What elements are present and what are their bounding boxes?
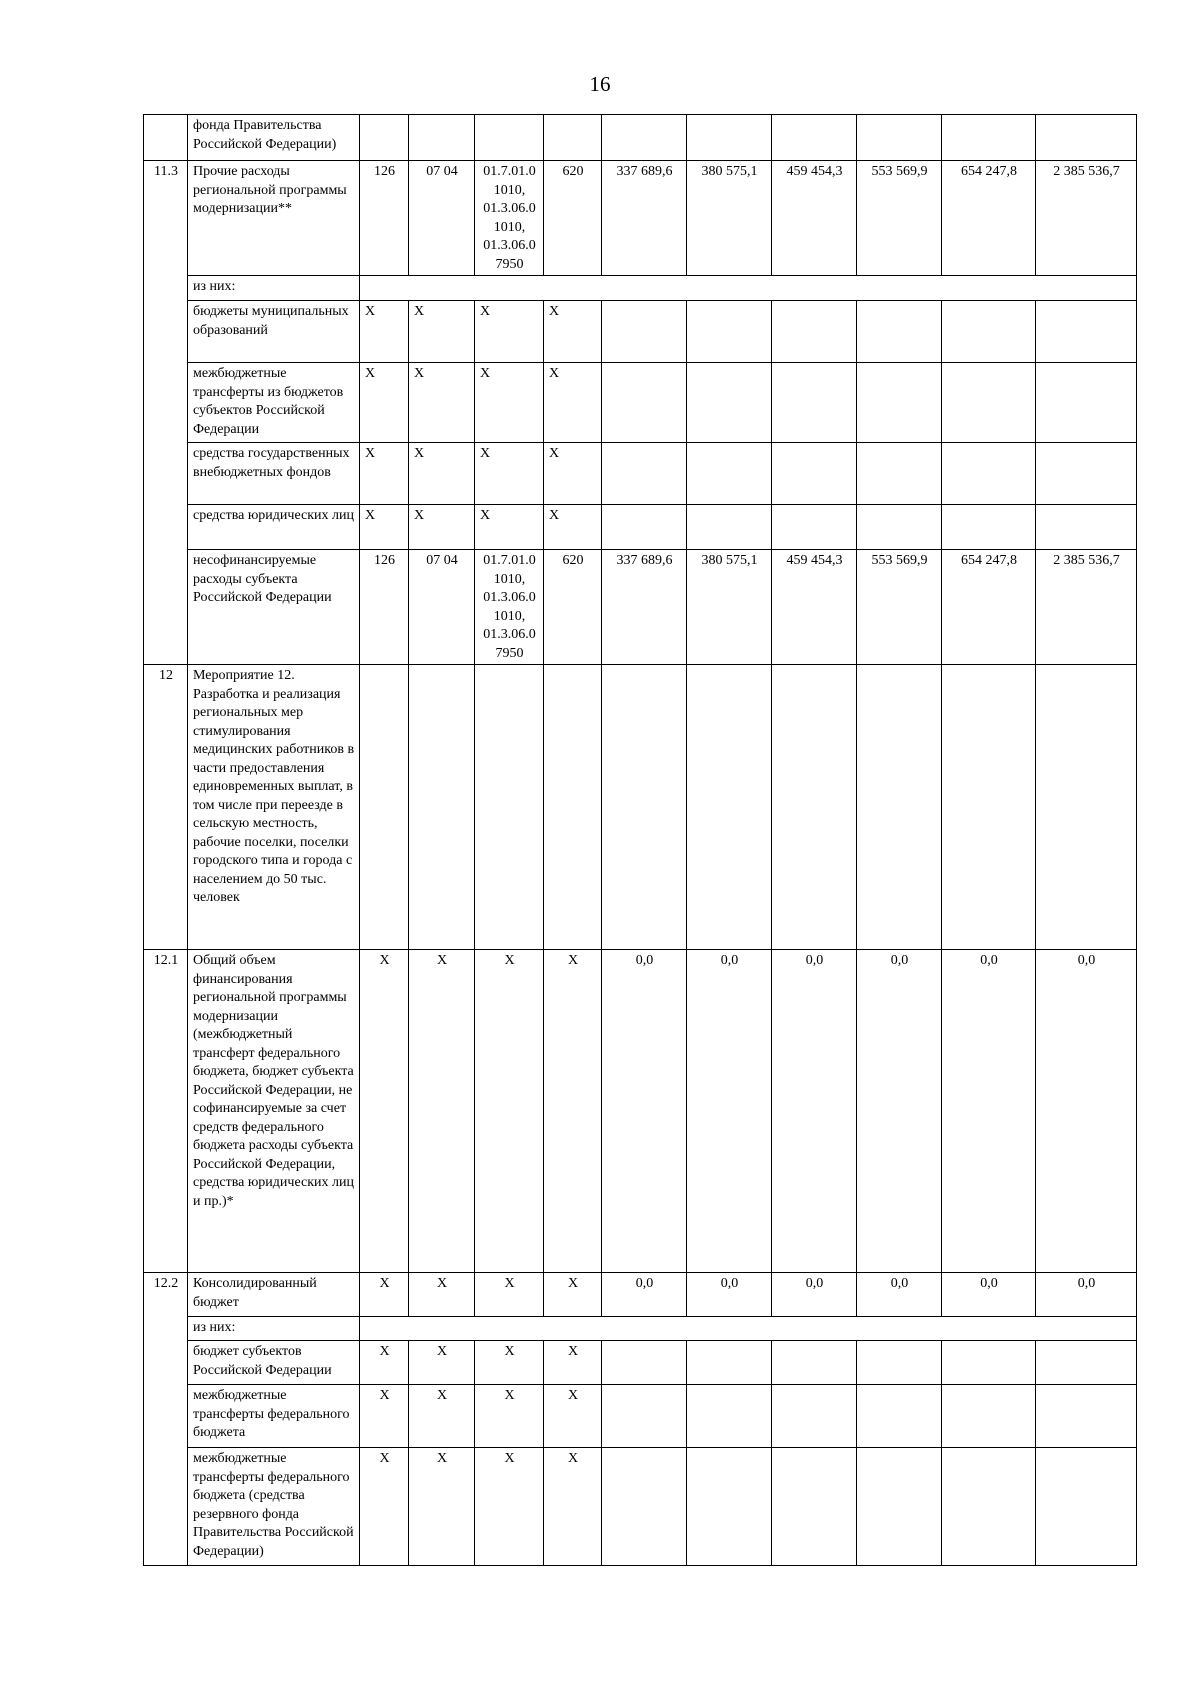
value-cell-col-6 [687, 443, 772, 505]
value-cell-col-10: 0,0 [1036, 950, 1137, 1273]
table-row [144, 443, 1137, 505]
value-cell-col-2: X [409, 363, 475, 443]
value-cell-col-3: X [475, 363, 544, 443]
value-cell-col-6 [687, 301, 772, 363]
table-row [144, 1273, 1137, 1317]
value-cell-col-1: X [360, 301, 409, 363]
value-cell-col-2: 07 04 [409, 161, 475, 276]
value-cell-col-8 [857, 115, 942, 161]
value-cell-col-6 [687, 1385, 772, 1448]
value-cell-col-8 [857, 363, 942, 443]
value-cell-col-6: 380 575,1 [687, 161, 772, 276]
value-cell-col-4: 620 [544, 550, 602, 665]
value-cell-col-6 [687, 363, 772, 443]
row-number-cell: 12.2 [144, 1273, 188, 1566]
value-cell-col-3: X [475, 505, 544, 550]
value-cell-col-7 [772, 363, 857, 443]
value-cell-col-6 [687, 505, 772, 550]
row-name-cell: средства юридических лиц [188, 505, 360, 550]
value-cell-col-1: X [360, 950, 409, 1273]
value-cell-col-5 [602, 363, 687, 443]
row-name-cell: Консолидированный бюджет [188, 1273, 360, 1317]
value-cell-col-8: 553 569,9 [857, 550, 942, 665]
table-row [144, 115, 1137, 161]
value-cell-col-8 [857, 1385, 942, 1448]
value-cell-col-3 [475, 665, 544, 950]
row-name-cell: из них: [188, 1317, 360, 1341]
value-cell-col-7: 459 454,3 [772, 550, 857, 665]
value-cell-col-10 [1036, 363, 1137, 443]
value-cell-col-7 [772, 1448, 857, 1566]
table-row [144, 505, 1137, 550]
value-cell-col-3: X [475, 301, 544, 363]
value-cell-col-4 [544, 665, 602, 950]
value-cell-col-1: X [360, 363, 409, 443]
value-cell-col-1: X [360, 1385, 409, 1448]
value-cell-col-5 [602, 1341, 687, 1385]
value-cell-col-9 [942, 363, 1036, 443]
value-cell-col-8 [857, 1341, 942, 1385]
value-cell-col-2: X [409, 1385, 475, 1448]
value-cell-col-10 [1036, 665, 1137, 950]
value-cell-col-4: X [544, 1273, 602, 1317]
row-name-cell: Мероприятие 12. Разработка и реализация региональных мер стимулирования медицинских работников в части предоставления единовременных выплат, в том числе при переезде в сельскую местность, рабочие поселки, поселки городского типа и города с населением до 50 тыс. человек [188, 665, 360, 950]
row-number-cell: 11.3 [144, 161, 188, 665]
value-cell-col-9 [942, 1448, 1036, 1566]
value-cell-col-10 [1036, 1385, 1137, 1448]
value-cell-col-1: X [360, 443, 409, 505]
value-cell-col-7 [772, 301, 857, 363]
row-number-cell [144, 115, 188, 161]
value-cell-col-5: 337 689,6 [602, 161, 687, 276]
value-cell-col-10 [1036, 115, 1137, 161]
empty-span-cell [360, 1317, 1137, 1341]
value-cell-col-4: X [544, 1341, 602, 1385]
value-cell-col-9 [942, 665, 1036, 950]
value-cell-col-8 [857, 443, 942, 505]
value-cell-col-3: X [475, 1448, 544, 1566]
value-cell-col-3: X [475, 1273, 544, 1317]
value-cell-col-4: X [544, 950, 602, 1273]
value-cell-col-6 [687, 1448, 772, 1566]
empty-span-cell [360, 276, 1137, 301]
value-cell-col-1: X [360, 1448, 409, 1566]
value-cell-col-5 [602, 1448, 687, 1566]
table-body [144, 115, 1137, 1566]
table-subheader-row [144, 1317, 1137, 1341]
value-cell-col-1 [360, 115, 409, 161]
value-cell-col-7 [772, 505, 857, 550]
value-cell-col-5 [602, 443, 687, 505]
value-cell-col-3: 01.7.01.0 1010, 01.3.06.0 1010, 01.3.06.0 7950 [475, 161, 544, 276]
value-cell-col-9 [942, 1341, 1036, 1385]
table-row [144, 1341, 1137, 1385]
value-cell-col-2: X [409, 301, 475, 363]
value-cell-col-10: 2 385 536,7 [1036, 550, 1137, 665]
value-cell-col-9 [942, 115, 1036, 161]
table-row [144, 665, 1137, 950]
value-cell-col-6: 380 575,1 [687, 550, 772, 665]
page-number: 16 [589, 72, 611, 96]
value-cell-col-9: 654 247,8 [942, 161, 1036, 276]
value-cell-col-1: X [360, 1341, 409, 1385]
value-cell-col-9 [942, 301, 1036, 363]
value-cell-col-1: 126 [360, 161, 409, 276]
value-cell-col-4: X [544, 1385, 602, 1448]
table-row [144, 1448, 1137, 1566]
value-cell-col-3: X [475, 1341, 544, 1385]
value-cell-col-8: 553 569,9 [857, 161, 942, 276]
row-name-cell: межбюджетные трансферты из бюджетов субъектов Российской Федерации [188, 363, 360, 443]
value-cell-col-7: 0,0 [772, 1273, 857, 1317]
value-cell-col-5 [602, 505, 687, 550]
value-cell-col-5: 0,0 [602, 1273, 687, 1317]
value-cell-col-6: 0,0 [687, 1273, 772, 1317]
value-cell-col-6 [687, 1341, 772, 1385]
value-cell-col-10: 0,0 [1036, 1273, 1137, 1317]
row-name-cell: средства государственных внебюджетных фондов [188, 443, 360, 505]
row-number-cell: 12.1 [144, 950, 188, 1273]
value-cell-col-2 [409, 665, 475, 950]
value-cell-col-1: 126 [360, 550, 409, 665]
value-cell-col-3 [475, 115, 544, 161]
value-cell-col-10 [1036, 443, 1137, 505]
value-cell-col-6 [687, 115, 772, 161]
value-cell-col-5 [602, 301, 687, 363]
table-row [144, 950, 1137, 1273]
table-row [144, 1385, 1137, 1448]
value-cell-col-1: X [360, 505, 409, 550]
row-name-cell: межбюджетные трансферты федерального бюджета (средства резервного фонда Правительства Российской Федерации) [188, 1448, 360, 1566]
value-cell-col-7 [772, 115, 857, 161]
value-cell-col-7 [772, 665, 857, 950]
value-cell-col-9: 0,0 [942, 950, 1036, 1273]
row-name-cell: бюджеты муниципальных образований [188, 301, 360, 363]
value-cell-col-1 [360, 665, 409, 950]
value-cell-col-8 [857, 665, 942, 950]
table-row [144, 550, 1137, 665]
value-cell-col-9 [942, 1385, 1036, 1448]
value-cell-col-6: 0,0 [687, 950, 772, 1273]
table-row [144, 363, 1137, 443]
value-cell-col-4: X [544, 505, 602, 550]
row-name-cell: Прочие расходы региональной программы модернизации** [188, 161, 360, 276]
value-cell-col-3: X [475, 1385, 544, 1448]
value-cell-col-2: X [409, 950, 475, 1273]
table-subheader-row [144, 276, 1137, 301]
value-cell-col-8: 0,0 [857, 950, 942, 1273]
value-cell-col-2 [409, 115, 475, 161]
value-cell-col-7 [772, 443, 857, 505]
value-cell-col-9 [942, 443, 1036, 505]
value-cell-col-5 [602, 1385, 687, 1448]
row-name-cell: фонда Правительства Российской Федерации) [188, 115, 360, 161]
table-row [144, 161, 1137, 276]
value-cell-col-8 [857, 505, 942, 550]
row-number-cell: 12 [144, 665, 188, 950]
value-cell-col-4 [544, 115, 602, 161]
financing-table [143, 114, 1137, 1566]
value-cell-col-3: 01.7.01.0 1010, 01.3.06.0 1010, 01.3.06.0 7950 [475, 550, 544, 665]
value-cell-col-2: 07 04 [409, 550, 475, 665]
value-cell-col-8 [857, 1448, 942, 1566]
value-cell-col-4: X [544, 363, 602, 443]
row-name-cell: бюджет субъектов Российской Федерации [188, 1341, 360, 1385]
value-cell-col-8: 0,0 [857, 1273, 942, 1317]
row-name-cell: несофинансируемые расходы субъекта Российской Федерации [188, 550, 360, 665]
value-cell-col-9 [942, 505, 1036, 550]
value-cell-col-4: X [544, 301, 602, 363]
value-cell-col-10 [1036, 505, 1137, 550]
value-cell-col-5: 337 689,6 [602, 550, 687, 665]
value-cell-col-10: 2 385 536,7 [1036, 161, 1137, 276]
row-name-cell: Общий объем финансирования региональной программы модернизации (межбюджетный трансферт федерального бюджета, бюджет субъекта Российской Федерации, не софинансируемые за счет средств федерального бюджета расходы субъекта Российской Федерации, средства юридических лиц и пр.)* [188, 950, 360, 1273]
value-cell-col-7: 459 454,3 [772, 161, 857, 276]
value-cell-col-5 [602, 115, 687, 161]
value-cell-col-4: 620 [544, 161, 602, 276]
value-cell-col-4: X [544, 443, 602, 505]
value-cell-col-6 [687, 665, 772, 950]
value-cell-col-5: 0,0 [602, 950, 687, 1273]
value-cell-col-2: X [409, 1273, 475, 1317]
value-cell-col-1: X [360, 1273, 409, 1317]
table-row [144, 301, 1137, 363]
value-cell-col-10 [1036, 1448, 1137, 1566]
value-cell-col-9: 654 247,8 [942, 550, 1036, 665]
value-cell-col-8 [857, 301, 942, 363]
row-name-cell: межбюджетные трансферты федерального бюджета [188, 1385, 360, 1448]
value-cell-col-3: X [475, 443, 544, 505]
value-cell-col-7 [772, 1341, 857, 1385]
value-cell-col-3: X [475, 950, 544, 1273]
value-cell-col-2: X [409, 443, 475, 505]
value-cell-col-2: X [409, 1341, 475, 1385]
row-name-cell: из них: [188, 276, 360, 301]
value-cell-col-4: X [544, 1448, 602, 1566]
value-cell-col-10 [1036, 301, 1137, 363]
value-cell-col-7 [772, 1385, 857, 1448]
value-cell-col-2: X [409, 1448, 475, 1566]
value-cell-col-10 [1036, 1341, 1137, 1385]
value-cell-col-5 [602, 665, 687, 950]
value-cell-col-2: X [409, 505, 475, 550]
value-cell-col-9: 0,0 [942, 1273, 1036, 1317]
value-cell-col-7: 0,0 [772, 950, 857, 1273]
